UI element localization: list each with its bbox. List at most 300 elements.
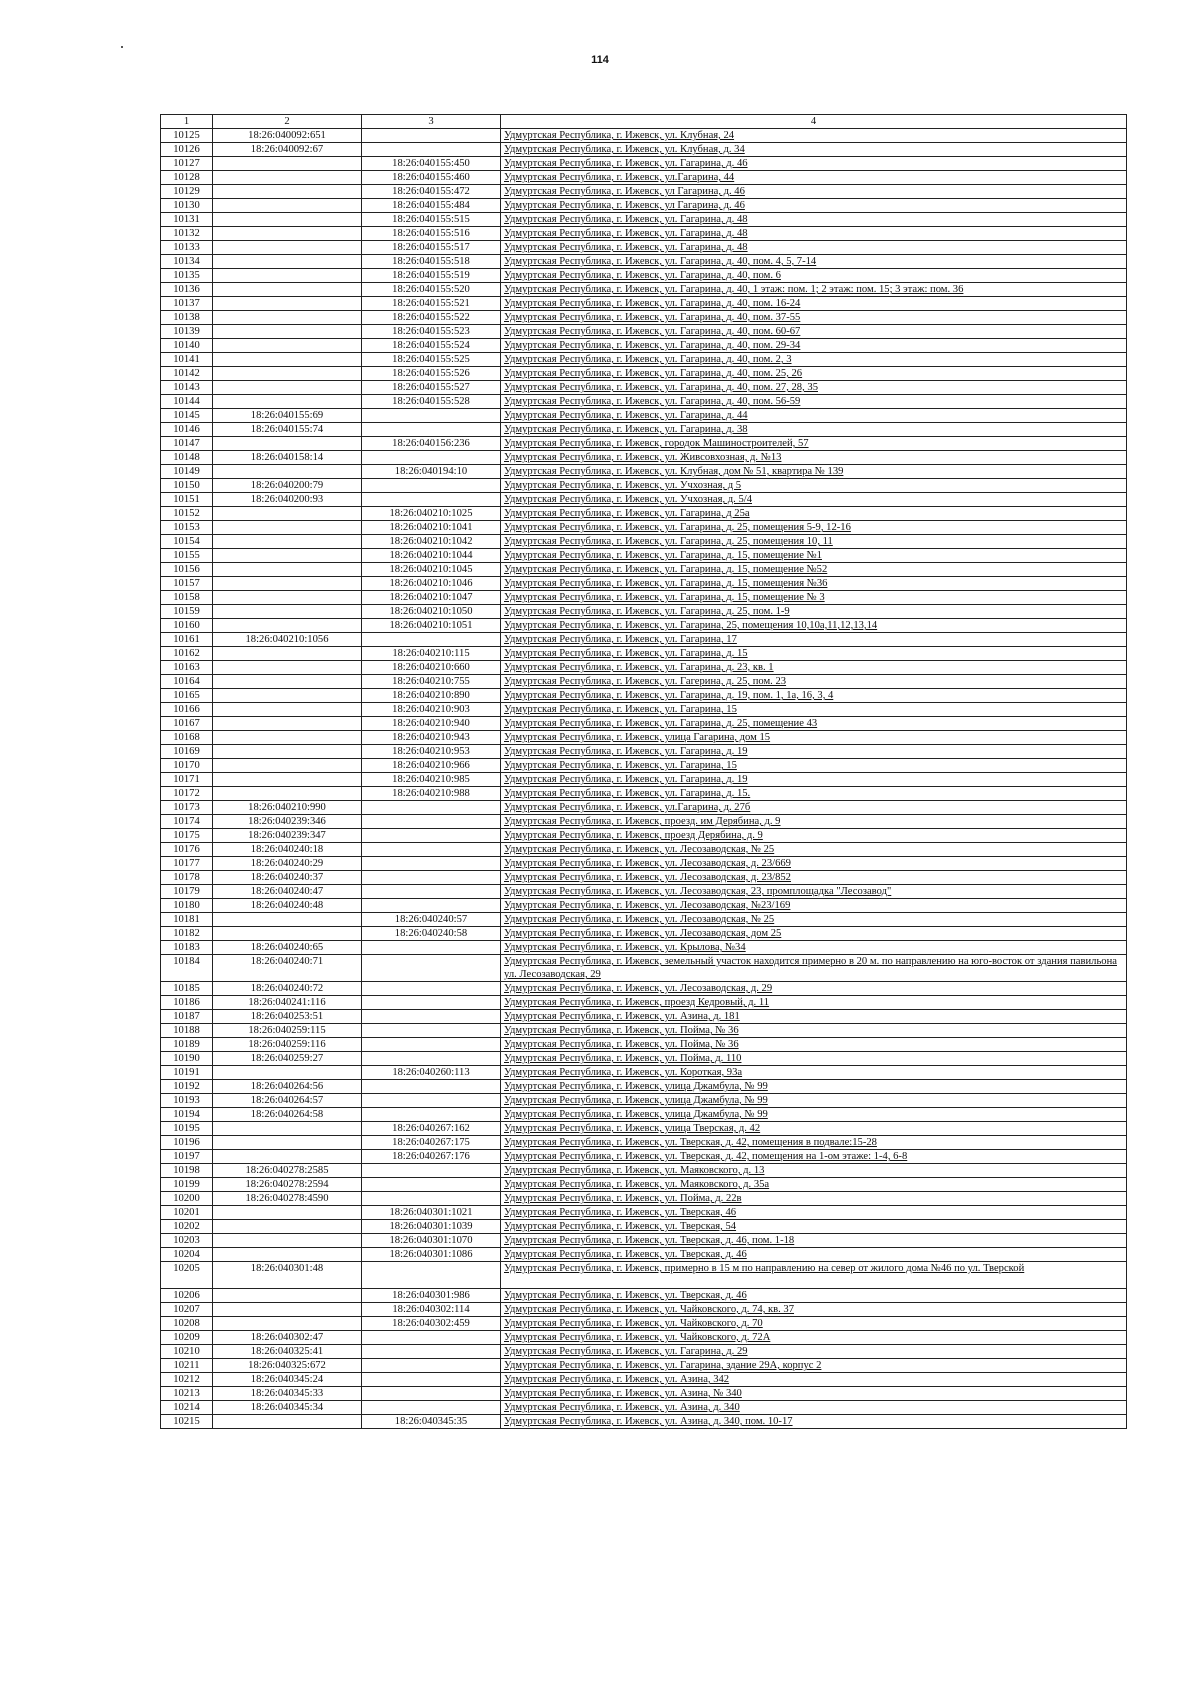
cadastral-number-cell: 18:26:040325:672 bbox=[213, 1359, 362, 1373]
building-cadastral-number-cell bbox=[362, 955, 501, 982]
address-cell bbox=[501, 143, 1127, 157]
address-text: Удмуртская Республика, г. Ижевск, ул. Гагарина, д. 40, пом. 29-34 bbox=[504, 340, 801, 351]
row-number-cell: 10162 bbox=[161, 647, 213, 661]
table-row bbox=[161, 1331, 1127, 1345]
table-row bbox=[161, 255, 1127, 269]
table-row bbox=[161, 661, 1127, 675]
building-cadastral-number-cell: 18:26:040210:985 bbox=[362, 773, 501, 787]
address-cell bbox=[501, 745, 1127, 759]
address-cell bbox=[501, 129, 1127, 143]
cadastral-number-cell bbox=[213, 773, 362, 787]
address-text: Удмуртская Республика, г. Ижевск, ул. Гагарина, д. 46 bbox=[504, 158, 748, 169]
address-cell bbox=[501, 759, 1127, 773]
table-row bbox=[161, 885, 1127, 899]
building-cadastral-number-cell bbox=[362, 843, 501, 857]
row-number-cell: 10150 bbox=[161, 479, 213, 493]
building-cadastral-number-cell: 18:26:040210:1047 bbox=[362, 591, 501, 605]
building-cadastral-number-cell bbox=[362, 899, 501, 913]
address-cell bbox=[501, 927, 1127, 941]
cadastral-number-cell: 18:26:040200:79 bbox=[213, 479, 362, 493]
cadastral-number-cell bbox=[213, 1317, 362, 1331]
building-cadastral-number-cell: 18:26:040155:523 bbox=[362, 325, 501, 339]
address-text: Удмуртская Республика, г. Ижевск, ул. Пойма, д. 110 bbox=[504, 1053, 742, 1064]
table-row bbox=[161, 143, 1127, 157]
row-number-cell: 10188 bbox=[161, 1024, 213, 1038]
row-number-cell: 10184 bbox=[161, 955, 213, 982]
cadastral-number-cell bbox=[213, 241, 362, 255]
table-row bbox=[161, 507, 1127, 521]
table-row bbox=[161, 899, 1127, 913]
cadastral-number-cell bbox=[213, 647, 362, 661]
cadastral-number-cell bbox=[213, 157, 362, 171]
building-cadastral-number-cell bbox=[362, 493, 501, 507]
address-cell bbox=[501, 227, 1127, 241]
address-text: Удмуртская Республика, г. Ижевск, улица Джамбула, № 99 bbox=[504, 1109, 768, 1120]
table-row bbox=[161, 633, 1127, 647]
address-text: Удмуртская Республика, г. Ижевск, ул Гагарина, д. 46 bbox=[504, 200, 745, 211]
cadastral-number-cell bbox=[213, 297, 362, 311]
cadastral-number-cell bbox=[213, 521, 362, 535]
table-row bbox=[161, 927, 1127, 941]
row-number-cell: 10143 bbox=[161, 381, 213, 395]
table-row bbox=[161, 395, 1127, 409]
building-cadastral-number-cell: 18:26:040302:459 bbox=[362, 1317, 501, 1331]
cadastral-number-cell bbox=[213, 1303, 362, 1317]
address-text: Удмуртская Республика, г. Ижевск, ул. Лесозаводская, № 25 bbox=[504, 914, 775, 925]
table-row bbox=[161, 731, 1127, 745]
address-cell bbox=[501, 633, 1127, 647]
address-text: Удмуртская Республика, г. Ижевск, ул. Гагарина, д. 25, помещения 5-9, 12-16 bbox=[504, 522, 851, 533]
cadastral-number-cell bbox=[213, 381, 362, 395]
address-cell bbox=[501, 1150, 1127, 1164]
address-cell bbox=[501, 996, 1127, 1010]
building-cadastral-number-cell bbox=[362, 941, 501, 955]
row-number-cell: 10185 bbox=[161, 982, 213, 996]
table-row bbox=[161, 381, 1127, 395]
row-number-cell: 10199 bbox=[161, 1178, 213, 1192]
address-cell bbox=[501, 311, 1127, 325]
address-text: Удмуртская Республика, г. Ижевск, ул. Азина, д. 340 bbox=[504, 1402, 740, 1413]
table-row bbox=[161, 311, 1127, 325]
address-cell bbox=[501, 731, 1127, 745]
row-number-cell: 10192 bbox=[161, 1080, 213, 1094]
row-number-cell: 10208 bbox=[161, 1317, 213, 1331]
table-row bbox=[161, 199, 1127, 213]
address-cell bbox=[501, 1303, 1127, 1317]
table-row bbox=[161, 493, 1127, 507]
address-text: Удмуртская Республика, г. Ижевск, ул. Тверская, д. 46, пом. 1-18 bbox=[504, 1235, 795, 1246]
row-number-cell: 10168 bbox=[161, 731, 213, 745]
building-cadastral-number-cell: 18:26:040210:1045 bbox=[362, 563, 501, 577]
building-cadastral-number-cell bbox=[362, 871, 501, 885]
address-text: Удмуртская Республика, г. Ижевск, ул. Тверская, 54 bbox=[504, 1221, 737, 1232]
address-text: Удмуртская Республика, г. Ижевск, ул. Клубная, дом № 51, квартира № 139 bbox=[504, 466, 844, 477]
cadastral-number-cell bbox=[213, 549, 362, 563]
row-number-cell: 10166 bbox=[161, 703, 213, 717]
table-row bbox=[161, 815, 1127, 829]
address-cell bbox=[501, 1345, 1127, 1359]
table-row bbox=[161, 535, 1127, 549]
cadastral-number-cell: 18:26:040325:41 bbox=[213, 1345, 362, 1359]
building-cadastral-number-cell: 18:26:040240:58 bbox=[362, 927, 501, 941]
building-cadastral-number-cell: 18:26:040302:114 bbox=[362, 1303, 501, 1317]
address-cell bbox=[501, 1387, 1127, 1401]
cadastral-number-cell bbox=[213, 913, 362, 927]
row-number-cell: 10209 bbox=[161, 1331, 213, 1345]
table-row bbox=[161, 1303, 1127, 1317]
address-cell bbox=[501, 1164, 1127, 1178]
address-text: Удмуртская Республика, г. Ижевск, ул. Крылова, №34 bbox=[504, 942, 746, 953]
table-row bbox=[161, 941, 1127, 955]
address-cell bbox=[501, 339, 1127, 353]
address-text: Удмуртская Республика, г. Ижевск, ул. Лесозаводская, дом 25 bbox=[504, 928, 782, 939]
row-number-cell: 10146 bbox=[161, 423, 213, 437]
building-cadastral-number-cell: 18:26:040155:527 bbox=[362, 381, 501, 395]
address-text: Удмуртская Республика, г. Ижевск, ул. Азина, д. 181 bbox=[504, 1011, 740, 1022]
building-cadastral-number-cell: 18:26:040155:528 bbox=[362, 395, 501, 409]
table-row bbox=[161, 1387, 1127, 1401]
cadastral-number-cell bbox=[213, 353, 362, 367]
address-text: Удмуртская Республика, г. Ижевск, ул. Гагарина, д. 19, пом. 1, 1а, 16, 3, 4 bbox=[504, 690, 834, 701]
table-body bbox=[161, 129, 1127, 1429]
cadastral-number-cell bbox=[213, 395, 362, 409]
building-cadastral-number-cell: 18:26:040155:525 bbox=[362, 353, 501, 367]
cadastral-number-cell: 18:26:040240:37 bbox=[213, 871, 362, 885]
cadastral-number-cell bbox=[213, 437, 362, 451]
table-row bbox=[161, 829, 1127, 843]
address-text: Удмуртская Республика, г. Ижевск, ул. Азина, 342 bbox=[504, 1374, 730, 1385]
building-cadastral-number-cell: 18:26:040210:1042 bbox=[362, 535, 501, 549]
cadastral-number-cell bbox=[213, 1206, 362, 1220]
cadastral-number-cell: 18:26:040259:116 bbox=[213, 1038, 362, 1052]
address-cell bbox=[501, 885, 1127, 899]
cadastral-number-cell: 18:26:040253:51 bbox=[213, 1010, 362, 1024]
row-number-cell: 10155 bbox=[161, 549, 213, 563]
row-number-cell: 10179 bbox=[161, 885, 213, 899]
cadastral-number-cell: 18:26:040240:48 bbox=[213, 899, 362, 913]
cadastral-number-cell bbox=[213, 1136, 362, 1150]
building-cadastral-number-cell: 18:26:040155:520 bbox=[362, 283, 501, 297]
row-number-cell: 10152 bbox=[161, 507, 213, 521]
table-row bbox=[161, 1094, 1127, 1108]
table-row bbox=[161, 213, 1127, 227]
building-cadastral-number-cell bbox=[362, 982, 501, 996]
address-cell bbox=[501, 241, 1127, 255]
address-text: Удмуртская Республика, г. Ижевск, проезд. им Дерябина, д. 9 bbox=[504, 816, 781, 827]
building-cadastral-number-cell: 18:26:040260:113 bbox=[362, 1066, 501, 1080]
address-text: Удмуртская Республика, г. Ижевск, проезд Дерябина, д. 9 bbox=[504, 830, 763, 841]
address-text: Удмуртская Республика, г. Ижевск, улица Джамбула, № 99 bbox=[504, 1095, 768, 1106]
table-row bbox=[161, 185, 1127, 199]
building-cadastral-number-cell: 18:26:040240:57 bbox=[362, 913, 501, 927]
address-text: Удмуртская Республика, г. Ижевск, ул. Лесозаводская, д. 23/852 bbox=[504, 872, 791, 883]
row-number-cell: 10210 bbox=[161, 1345, 213, 1359]
address-cell bbox=[501, 1052, 1127, 1066]
row-number-cell: 10196 bbox=[161, 1136, 213, 1150]
row-number-cell: 10127 bbox=[161, 157, 213, 171]
address-cell bbox=[501, 395, 1127, 409]
cadastral-number-cell: 18:26:040241:116 bbox=[213, 996, 362, 1010]
row-number-cell: 10126 bbox=[161, 143, 213, 157]
table-row bbox=[161, 647, 1127, 661]
table-row bbox=[161, 227, 1127, 241]
address-cell bbox=[501, 717, 1127, 731]
building-cadastral-number-cell: 18:26:040210:1051 bbox=[362, 619, 501, 633]
cadastral-number-cell bbox=[213, 507, 362, 521]
address-cell bbox=[501, 675, 1127, 689]
address-text: Удмуртская Республика, г. Ижевск, ул. Гагарина, д. 15, помещение №52 bbox=[504, 564, 828, 575]
building-cadastral-number-cell: 18:26:040210:943 bbox=[362, 731, 501, 745]
table-row bbox=[161, 171, 1127, 185]
cadastral-number-cell: 18:26:040155:74 bbox=[213, 423, 362, 437]
cadastral-number-cell bbox=[213, 675, 362, 689]
building-cadastral-number-cell bbox=[362, 1401, 501, 1415]
address-cell bbox=[501, 213, 1127, 227]
row-number-cell: 10191 bbox=[161, 1066, 213, 1080]
cadastral-number-cell: 18:26:040264:58 bbox=[213, 1108, 362, 1122]
address-text: Удмуртская Республика, г. Ижевск, ул. Лесозаводская, №23/169 bbox=[504, 900, 791, 911]
address-text: Удмуртская Республика, г. Ижевск, ул. Гагарина, д. 40, пом. 2, 3 bbox=[504, 354, 792, 365]
row-number-cell: 10193 bbox=[161, 1094, 213, 1108]
table-row bbox=[161, 1234, 1127, 1248]
row-number-cell: 10130 bbox=[161, 199, 213, 213]
building-cadastral-number-cell: 18:26:040210:953 bbox=[362, 745, 501, 759]
cadastral-number-cell bbox=[213, 703, 362, 717]
table-row bbox=[161, 996, 1127, 1010]
building-cadastral-number-cell bbox=[362, 1024, 501, 1038]
cadastral-number-cell: 18:26:040092:651 bbox=[213, 129, 362, 143]
table-row bbox=[161, 409, 1127, 423]
cadastral-number-cell: 18:26:040278:4590 bbox=[213, 1192, 362, 1206]
address-text: Удмуртская Республика, г. Ижевск, ул. Гагарина, 15 bbox=[504, 760, 737, 771]
row-number-cell: 10132 bbox=[161, 227, 213, 241]
row-number-cell: 10156 bbox=[161, 563, 213, 577]
table-row bbox=[161, 745, 1127, 759]
column-header-2: 2 bbox=[213, 115, 362, 129]
address-cell bbox=[501, 605, 1127, 619]
address-text: Удмуртская Республика, г. Ижевск, улица Гагарина, дом 15 bbox=[504, 732, 771, 743]
cadastral-number-cell bbox=[213, 339, 362, 353]
building-cadastral-number-cell: 18:26:040210:115 bbox=[362, 647, 501, 661]
address-text: Удмуртская Республика, г. Ижевск, ул. Азина, № 340 bbox=[504, 1388, 742, 1399]
address-text: Удмуртская Республика, г. Ижевск, ул. Гагарина, д. 40, 1 этаж: пом. 1; 2 этаж: пом. 15; 3 этаж: пом. 36 bbox=[504, 284, 964, 295]
address-cell bbox=[501, 1178, 1127, 1192]
address-cell bbox=[501, 185, 1127, 199]
address-cell bbox=[501, 325, 1127, 339]
row-number-cell: 10190 bbox=[161, 1052, 213, 1066]
address-text: Удмуртская Республика, г. Ижевск, ул. Гагарина, д. 25, помещение 43 bbox=[504, 718, 818, 729]
table-row bbox=[161, 577, 1127, 591]
address-text: Удмуртская Республика, г. Ижевск, ул. Пойма, № 36 bbox=[504, 1025, 739, 1036]
row-number-cell: 10203 bbox=[161, 1234, 213, 1248]
address-cell bbox=[501, 1401, 1127, 1415]
address-text: Удмуртская Республика, г. Ижевск, ул. Гагарина, д. 40, пом. 4, 5, 7-14 bbox=[504, 256, 817, 267]
address-cell bbox=[501, 199, 1127, 213]
row-number-cell: 10197 bbox=[161, 1150, 213, 1164]
building-cadastral-number-cell: 18:26:040210:660 bbox=[362, 661, 501, 675]
address-text: Удмуртская Республика, г. Ижевск, ул. Учхозная, д 5 bbox=[504, 480, 742, 491]
cadastral-number-cell: 18:26:040240:29 bbox=[213, 857, 362, 871]
table-row bbox=[161, 982, 1127, 996]
cadastral-number-cell: 18:26:040210:990 bbox=[213, 801, 362, 815]
cadastral-number-cell bbox=[213, 689, 362, 703]
cadastral-number-cell: 18:26:040092:67 bbox=[213, 143, 362, 157]
row-number-cell: 10149 bbox=[161, 465, 213, 479]
table-row bbox=[161, 465, 1127, 479]
address-cell bbox=[501, 703, 1127, 717]
table-row bbox=[161, 619, 1127, 633]
address-cell bbox=[501, 451, 1127, 465]
address-text: Удмуртская Республика, г. Ижевск, ул. Клубная, д. 34 bbox=[504, 144, 745, 155]
table-row bbox=[161, 1401, 1127, 1415]
row-number-cell: 10177 bbox=[161, 857, 213, 871]
building-cadastral-number-cell: 18:26:040267:176 bbox=[362, 1150, 501, 1164]
cadastral-number-cell bbox=[213, 283, 362, 297]
building-cadastral-number-cell: 18:26:040155:460 bbox=[362, 171, 501, 185]
row-number-cell: 10133 bbox=[161, 241, 213, 255]
cadastral-number-cell bbox=[213, 185, 362, 199]
building-cadastral-number-cell: 18:26:040210:966 bbox=[362, 759, 501, 773]
cadastral-number-cell: 18:26:040259:115 bbox=[213, 1024, 362, 1038]
building-cadastral-number-cell: 18:26:040210:1046 bbox=[362, 577, 501, 591]
row-number-cell: 10145 bbox=[161, 409, 213, 423]
building-cadastral-number-cell: 18:26:040301:986 bbox=[362, 1289, 501, 1303]
row-number-cell: 10212 bbox=[161, 1373, 213, 1387]
address-text: Удмуртская Республика, г. Ижевск, ул. Гагарина, 17 bbox=[504, 634, 737, 645]
address-cell bbox=[501, 801, 1127, 815]
cadastral-number-cell: 18:26:040210:1056 bbox=[213, 633, 362, 647]
address-cell bbox=[501, 619, 1127, 633]
column-header-4: 4 bbox=[501, 115, 1127, 129]
table-row bbox=[161, 1052, 1127, 1066]
table-row bbox=[161, 367, 1127, 381]
address-cell bbox=[501, 857, 1127, 871]
cadastral-number-cell bbox=[213, 577, 362, 591]
building-cadastral-number-cell: 18:26:040210:988 bbox=[362, 787, 501, 801]
building-cadastral-number-cell bbox=[362, 479, 501, 493]
address-cell bbox=[501, 1331, 1127, 1345]
address-cell bbox=[501, 1234, 1127, 1248]
row-number-cell: 10138 bbox=[161, 311, 213, 325]
table-row bbox=[161, 1136, 1127, 1150]
table-row bbox=[161, 437, 1127, 451]
building-cadastral-number-cell bbox=[362, 143, 501, 157]
cadastral-number-cell: 18:26:040240:72 bbox=[213, 982, 362, 996]
row-number-cell: 10165 bbox=[161, 689, 213, 703]
building-cadastral-number-cell: 18:26:040210:940 bbox=[362, 717, 501, 731]
row-number-cell: 10214 bbox=[161, 1401, 213, 1415]
scan-speck bbox=[121, 46, 123, 48]
address-text: Удмуртская Республика, г. Ижевск, ул. Гагарина, д. 40, пом. 56-59 bbox=[504, 396, 801, 407]
row-number-cell: 10140 bbox=[161, 339, 213, 353]
cadastral-number-cell: 18:26:040302:47 bbox=[213, 1331, 362, 1345]
table-row bbox=[161, 871, 1127, 885]
row-number-cell: 10141 bbox=[161, 353, 213, 367]
row-number-cell: 10164 bbox=[161, 675, 213, 689]
building-cadastral-number-cell bbox=[362, 129, 501, 143]
table-row bbox=[161, 913, 1127, 927]
table-row bbox=[161, 1108, 1127, 1122]
cadastral-number-cell bbox=[213, 591, 362, 605]
address-cell bbox=[501, 577, 1127, 591]
table-row bbox=[161, 717, 1127, 731]
address-cell bbox=[501, 381, 1127, 395]
address-cell bbox=[501, 269, 1127, 283]
address-cell bbox=[501, 521, 1127, 535]
address-text: Удмуртская Республика, г. Ижевск, ул. Гагарина, д. 19 bbox=[504, 774, 748, 785]
cadastral-number-cell bbox=[213, 269, 362, 283]
table-row bbox=[161, 129, 1127, 143]
row-number-cell: 10175 bbox=[161, 829, 213, 843]
building-cadastral-number-cell: 18:26:040156:236 bbox=[362, 437, 501, 451]
row-number-cell: 10160 bbox=[161, 619, 213, 633]
table-row bbox=[161, 1192, 1127, 1206]
address-text: Удмуртская Республика, г. Ижевск, ул. Гагарина, д. 23, кв. 1 bbox=[504, 662, 774, 673]
address-cell bbox=[501, 1415, 1127, 1429]
address-cell bbox=[501, 1080, 1127, 1094]
address-cell bbox=[501, 647, 1127, 661]
table-row bbox=[161, 1178, 1127, 1192]
header-row bbox=[161, 115, 1127, 129]
address-text: Удмуртская Республика, г. Ижевск, ул. Гагарина, д. 25, пом. 1-9 bbox=[504, 606, 790, 617]
address-text: Удмуртская Республика, г. Ижевск, ул. Гагарина, д. 40, пом. 37-55 bbox=[504, 312, 801, 323]
table-row bbox=[161, 703, 1127, 717]
address-cell bbox=[501, 549, 1127, 563]
cadastral-number-cell bbox=[213, 787, 362, 801]
row-number-cell: 10174 bbox=[161, 815, 213, 829]
table-row bbox=[161, 339, 1127, 353]
table-row bbox=[161, 1289, 1127, 1303]
cadastral-number-cell: 18:26:040155:69 bbox=[213, 409, 362, 423]
table-row bbox=[161, 283, 1127, 297]
address-text: Удмуртская Республика, г. Ижевск, ул. Гагарина, д. 40, пом. 16-24 bbox=[504, 298, 801, 309]
row-number-cell: 10198 bbox=[161, 1164, 213, 1178]
address-cell bbox=[501, 1122, 1127, 1136]
table-row bbox=[161, 1150, 1127, 1164]
address-cell bbox=[501, 829, 1127, 843]
building-cadastral-number-cell: 18:26:040210:1025 bbox=[362, 507, 501, 521]
cadastral-number-cell: 18:26:040239:346 bbox=[213, 815, 362, 829]
table-row bbox=[161, 759, 1127, 773]
address-cell bbox=[501, 563, 1127, 577]
address-text: Удмуртская Республика, г. Ижевск, ул. Гагарина, д. 48 bbox=[504, 242, 748, 253]
building-cadastral-number-cell: 18:26:040267:175 bbox=[362, 1136, 501, 1150]
row-number-cell: 10161 bbox=[161, 633, 213, 647]
row-number-cell: 10135 bbox=[161, 269, 213, 283]
building-cadastral-number-cell: 18:26:040155:526 bbox=[362, 367, 501, 381]
row-number-cell: 10147 bbox=[161, 437, 213, 451]
table-row bbox=[161, 773, 1127, 787]
address-cell bbox=[501, 1108, 1127, 1122]
address-text: Удмуртская Республика, г. Ижевск, ул. Гагарина, д. 19 bbox=[504, 746, 748, 757]
table-row bbox=[161, 297, 1127, 311]
building-cadastral-number-cell: 18:26:040210:755 bbox=[362, 675, 501, 689]
address-text: Удмуртская Республика, г. Ижевск, ул. Маяковского, д. 35а bbox=[504, 1179, 770, 1190]
row-number-cell: 10211 bbox=[161, 1359, 213, 1373]
building-cadastral-number-cell bbox=[362, 996, 501, 1010]
table-row bbox=[161, 451, 1127, 465]
table-row bbox=[161, 1080, 1127, 1094]
cadastral-number-cell bbox=[213, 717, 362, 731]
address-cell bbox=[501, 409, 1127, 423]
cadastral-number-cell bbox=[213, 255, 362, 269]
table-row bbox=[161, 479, 1127, 493]
building-cadastral-number-cell bbox=[362, 815, 501, 829]
address-cell bbox=[501, 1024, 1127, 1038]
row-number-cell: 10157 bbox=[161, 577, 213, 591]
table-row bbox=[161, 1010, 1127, 1024]
building-cadastral-number-cell bbox=[362, 1094, 501, 1108]
